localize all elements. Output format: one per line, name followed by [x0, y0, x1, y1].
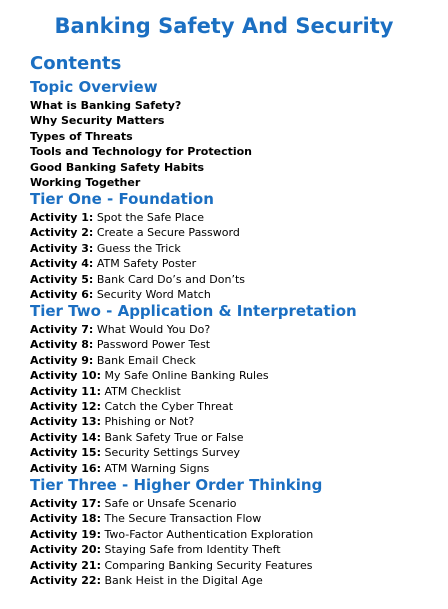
activity-title: What Would You Do? — [96, 323, 211, 336]
tier-three-activity-list — [30, 496, 438, 588]
activity-title: Bank Heist in the Digital Age — [104, 573, 263, 587]
activity-item — [30, 287, 438, 302]
tier-two-activity-list — [30, 322, 438, 476]
section-heading-topic-overview: Topic Overview — [30, 78, 158, 96]
activity-label: Activity 5: — [30, 272, 94, 286]
activity-item — [30, 368, 438, 383]
activity-label: Activity 20: — [30, 543, 101, 557]
activity-label: Activity 16: — [30, 461, 101, 475]
overview-item: What is Banking Safety? — [30, 99, 182, 112]
activity-item — [30, 496, 438, 511]
activity-title: My Safe Online Banking Rules — [104, 369, 269, 383]
activity-label: Activity 7: — [30, 323, 94, 336]
activity-item — [30, 272, 438, 287]
activity-item — [30, 542, 438, 557]
activity-label: Activity 4: — [30, 257, 94, 271]
activity-title: ATM Warning Signs — [104, 461, 210, 475]
overview-item: Good Banking Safety Habits — [30, 160, 205, 174]
activity-item — [30, 414, 438, 429]
activity-label: Activity 12: — [30, 399, 101, 413]
activity-title: Security Word Match — [96, 287, 211, 301]
activity-title: Bank Email Check — [96, 353, 196, 367]
activity-title: Password Power Test — [96, 338, 211, 352]
activity-label: Activity 19: — [30, 527, 101, 541]
overview-item: Types of Threats — [30, 129, 133, 143]
activity-title: ATM Safety Poster — [96, 257, 197, 271]
activity-label: Activity 8: — [30, 338, 94, 352]
activity-title: Phishing or Not? — [104, 415, 195, 429]
activity-label: Activity 11: — [30, 384, 101, 398]
activity-title: Bank Card Do’s and Don’ts — [96, 272, 246, 286]
activity-item — [30, 445, 438, 460]
section-heading-tier-one: Tier One - Foundation — [30, 190, 214, 208]
activity-label: Activity 22: — [30, 573, 101, 587]
activity-title: Guess the Trick — [96, 241, 181, 255]
activity-item — [30, 384, 438, 399]
activity-label: Activity 6: — [30, 287, 94, 301]
activity-label: Activity 1: — [30, 211, 94, 224]
activity-label: Activity 14: — [30, 430, 101, 444]
activity-item — [30, 256, 438, 271]
activity-item — [30, 353, 438, 368]
activity-label: Activity 17: — [30, 497, 101, 510]
tier-one-section — [30, 190, 438, 302]
tier-two-section — [30, 302, 438, 476]
activity-label: Activity 9: — [30, 353, 94, 367]
activity-title: Spot the Safe Place — [96, 211, 204, 224]
activity-title: Comparing Banking Security Features — [104, 558, 313, 572]
page-title: Banking Safety And Security — [54, 14, 394, 38]
section-heading-tier-two: Tier Two - Application & Interpretation — [30, 302, 357, 320]
activity-title: Safe or Unsafe Scenario — [104, 497, 237, 510]
activity-item — [30, 399, 438, 414]
activity-label: Activity 21: — [30, 558, 101, 572]
activity-label: Activity 10: — [30, 369, 101, 383]
topic-overview-section — [30, 78, 438, 190]
section-heading-tier-three: Tier Three - Higher Order Thinking — [30, 476, 323, 494]
activity-title: Two-Factor Authentication Exploration — [104, 527, 314, 541]
activity-label: Activity 15: — [30, 446, 101, 460]
activity-label: Activity 18: — [30, 512, 101, 526]
activity-item — [30, 461, 438, 476]
contents-heading: Contents — [30, 53, 122, 74]
activity-label: Activity 2: — [30, 226, 94, 240]
tier-three-section — [30, 476, 438, 588]
activity-item — [30, 573, 438, 588]
activity-title: Staying Safe from Identity Theft — [104, 543, 281, 557]
overview-item: Tools and Technology for Protection — [30, 145, 253, 159]
topic-overview-list — [30, 98, 438, 190]
tier-one-activity-list — [30, 210, 438, 302]
activity-label: Activity 3: — [30, 241, 94, 255]
activity-title: Security Settings Survey — [104, 446, 241, 460]
activity-item — [30, 527, 438, 542]
overview-item: Why Security Matters — [30, 114, 165, 128]
activity-item — [30, 210, 438, 225]
activity-item — [30, 337, 438, 352]
overview-item: Working Together — [30, 175, 141, 189]
activity-item — [30, 430, 438, 445]
activity-item — [30, 241, 438, 256]
activity-title: Bank Safety True or False — [104, 430, 244, 444]
activity-title: Catch the Cyber Threat — [104, 399, 234, 413]
activity-item — [30, 511, 438, 526]
activity-title: ATM Checklist — [104, 384, 181, 398]
activity-title: The Secure Transaction Flow — [104, 512, 262, 526]
activity-item — [30, 225, 438, 240]
activity-label: Activity 13: — [30, 415, 101, 429]
activity-title: Create a Secure Password — [96, 226, 240, 240]
activity-item — [30, 558, 438, 573]
activity-item — [30, 322, 438, 337]
